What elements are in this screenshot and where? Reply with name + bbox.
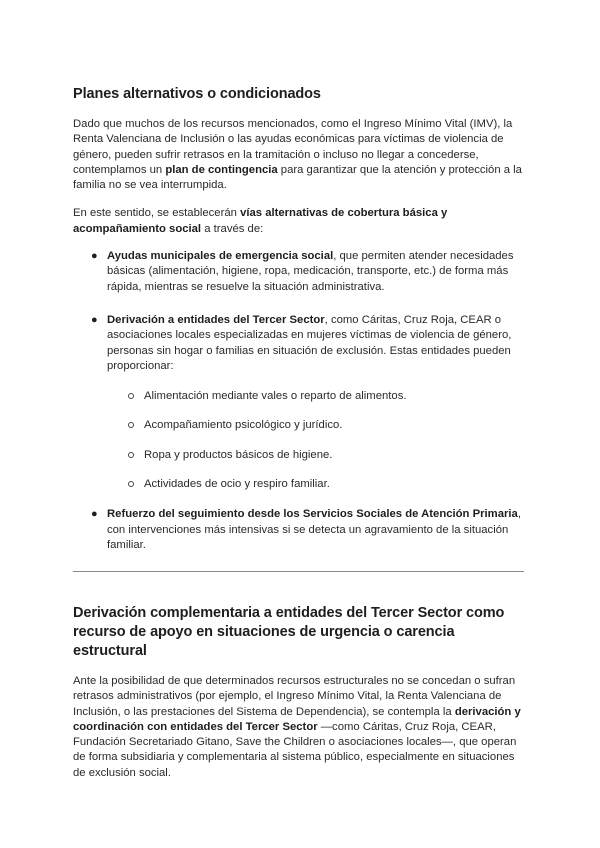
bullet-list — [73, 507, 525, 553]
text-run: Acompañamiento psicológico y jurídico. — [144, 419, 343, 432]
text-run: para garantizar que la atención y protección a la familia no se vea interrumpida. — [73, 163, 522, 192]
text-run: a través de: — [201, 222, 264, 235]
circle-bullet-icon — [128, 452, 134, 458]
horizontal-divider — [73, 571, 524, 572]
sub-list-item — [73, 418, 525, 433]
list-item — [73, 507, 525, 553]
bullet-list — [73, 249, 525, 374]
intro-paragraph — [73, 117, 525, 193]
sub-list-item — [73, 448, 525, 463]
text-run: Ropa y productos básicos de higiene. — [144, 448, 333, 461]
sub-list-item — [73, 389, 525, 404]
text-run: Actividades de ocio y respiro familiar. — [144, 478, 330, 491]
circle-bullet-icon — [128, 422, 134, 428]
section-derivacion-complementaria — [73, 604, 525, 781]
text-run: , como Cáritas, Cruz Roja, CEAR o asociaciones locales especializadas en mujeres víctimas de violencia de género, personas sin hogar o familias en situación de exclusión. Estas entidades pueden proporcionar: — [107, 313, 512, 372]
bullet-icon: ● — [91, 313, 98, 326]
text-run: Dado que muchos de los recursos mencionados, como el Ingreso Mínimo Vital (IMV), la Renta Valenciana de Inclusión o las ayudas económicas para víctimas de violencia de género, pueden sufrir retrasos en la tramitación o incluso no llegar a concederse, contemplamos un — [73, 118, 513, 176]
bullet-icon: ● — [91, 250, 98, 263]
section-planes-alternativos — [73, 85, 525, 553]
body-paragraph — [73, 674, 525, 781]
list-item — [73, 313, 525, 374]
bold-run: Derivación a entidades del Tercer Sector — [107, 313, 325, 326]
bold-run: plan de contingencia — [165, 163, 278, 176]
list-item — [73, 249, 525, 295]
text-run: Ante la posibilidad de que determinados recursos estructurales no se concedan o sufran retrasos administrativos (por ejemplo, el Ingreso Mínimo Vital, la Renta Valenciana de Inclusión, o las prestaciones del Sistema de Dependencia), se contempla la — [73, 675, 516, 718]
bold-run: vías alternativas de cobertura básica y acompañamiento social — [73, 207, 448, 235]
section-title: Derivación complementaria a entidades del Tercer Sector como recurso de apoyo en situaciones de urgencia o carencia estructural — [73, 605, 505, 659]
bold-run: Refuerzo del seguimiento desde los Servicios Sociales de Atención Primaria — [107, 508, 518, 521]
text-run: , que permiten atender necesidades básicas (alimentación, higiene, ropa, medicación, transporte, etc.) de forma más rápida, mientras se resuelve la situación administrativa. — [107, 250, 514, 293]
circle-bullet-icon — [128, 393, 134, 399]
bold-run: derivación y coordinación con entidades del Tercer Sector — [73, 705, 521, 733]
lead-paragraph — [73, 206, 525, 237]
bullet-icon: ● — [91, 508, 98, 521]
text-run: , con intervenciones más intensivas si se detecta un agravamiento de la situación familiar. — [107, 508, 521, 551]
text-run: Alimentación mediante vales o reparto de alimentos. — [144, 390, 407, 403]
text-run: —como Cáritas, Cruz Roja, CEAR, Fundación Secretariado Gitano, Save the Children o asociaciones locales—, que operan de forma subsidiaria y complementaria al sistema público, especialmente en situaciones de exclusión social. — [73, 720, 517, 779]
circle-bullet-icon — [128, 481, 134, 487]
bold-run: Ayudas municipales de emergencia social — [107, 250, 334, 263]
sub-list-item — [73, 477, 525, 492]
sub-list — [73, 389, 525, 492]
section-title: Planes alternativos o condicionados — [73, 86, 321, 102]
text-run: En este sentido, se establecerán — [73, 207, 241, 220]
